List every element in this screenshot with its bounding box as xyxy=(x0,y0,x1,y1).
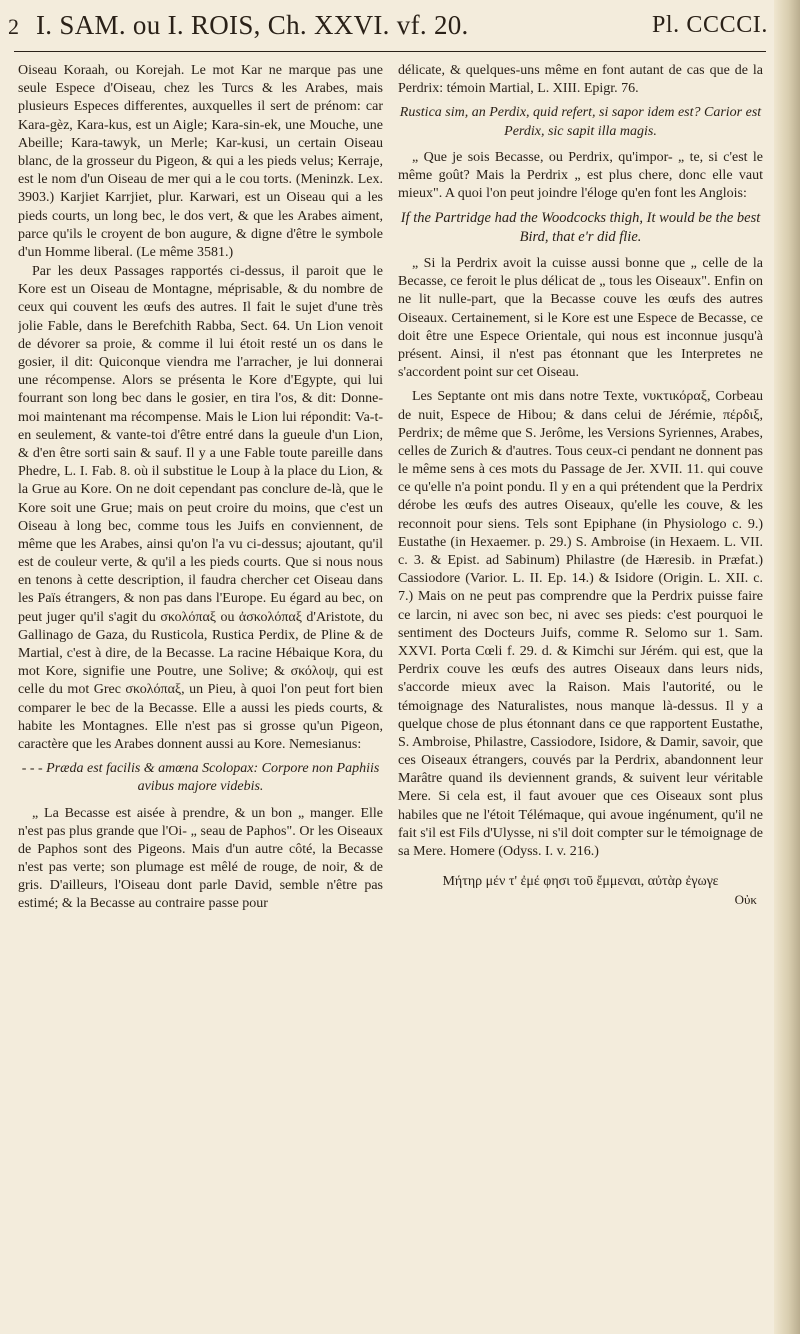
catchword: Οὐκ xyxy=(734,892,757,908)
page-number: 2 xyxy=(8,14,19,39)
right-column xyxy=(398,62,763,1320)
running-title: I. SAM. ou I. ROIS, Ch. XXVI. vf. 20. xyxy=(36,10,469,40)
paragraph: Les Septante ont mis dans notre Texte, νυκτικόραξ, Corbeau de nuit, Espece de Hibou; & dans celui de Jérémie, πέρδιξ, Perdrix; de même que S. Jerôme, les Versions Syriennes, Arabes, celles de Zurich & d'autres. Tous ceux-ci pendant ne donnent pas le même sens à ces mots du Passage de Jer. XVII. 11. qui couve ce qu'elle n'a point pondu. Il y en a qui prétendent que la Perdrix dérobe les œufs des autres Oiseaux, qu'elle les couve, & les reconnoit pour siens. Tels sont Epiphane (in Physiologo c. 9.) Eustathe (in Hexaemer. p. 29.) S. Ambroise (in Hexaem. L. VII. c. 3. & Epist. ad Sabinum) Philastre (de Hæresib. in Præfat.) Cassiodore (Varior. L. II. Ep. 14.) & Isidore (Origin. L. XII. c. 7.) Mais on ne peut pas comprendre que la Perdrix puisse faire ce larcin, ni avec son bec, ni avec ses pieds: c'est pourquoi le sentiment des Docteurs Juifs, comme R. Selomo sur 1. Sam. XXVI. Porta Cœli f. 29. d. & Kimchi sur Jérém. qui est, que la Perdrix couve les œufs des autres Oiseaux dans leurs nids, s'accorde mieux avec la Raison. Mais l'autorité, ou le témoignage des Naturalistes, nous manque là-dessus. Il y a quelque chose de plus étonnant dans ce que rapportent Eustathe, S. Ambroise, Philastre, Cassiodore, Isidore, & Damir, savoir, que ces Oiseaux étrangers, couvés par la Perdrix, abandonnent leur Marâtre quand ils deviennent grands, & suivent leur véritable Mere. Si cela est, il faut avouer que ces Oiseaux sont plus habiles que ne l'étoit Télémaque, qui avoue ingénument, qu'il ne fait s'il est Fils d'Ulysse, ni s'il doit compter sur le témoignage de sa Mere. Homere (Odyss. I. v. 216.) xyxy=(398,389,763,859)
latin-verse: - - - Præda est facilis & amœna Scolopax: Corpore non Paphiis avibus majore videbis. xyxy=(21,761,380,795)
greek-verse: Μήτηρ μέν τ' ἐμέ φησι τοῦ ἔμμεναι, αὐτὰρ ἐγωγε xyxy=(442,874,719,890)
paragraph: Par les deux Passages rapportés ci-dessus, il paroit que le Kore est un Oiseau de Montagne, méprisable, & du nombre de ceux qui couvent les œufs des autres. Il fait le sujet d'une très jolie Fable, dans le Berefchith Rabba, Sect. 64. Un Lion venoit de dévorer sa proie, & comme il lui étoit resté un os dans le gosier, il dit: Quiconque viendra me l'arracher, je lui donnerai une récompense. Alors se présenta le Kore d'Egypte, qui lui fourrant son long bec dans le gosier, en tira l'os, & dit: Donne-moi maintenant ma récompense. Mais le Lion lui répondit: Va-t-en seulement, & vante-toi d'être entré dans la gueule d'un Lion, & d'en être sorti sain & sauf. Il y a une Fable toute pareille dans Phedre, L. I. Fab. 8. où il substitue le Loup à la place du Lion, & la Grue au Kore. On ne doit cependant pas conclure de-là, que le Kore soit une Grue; mais on peut croire du moins, que c'est un Oiseau à long bec, comme tous les Juifs en conviennent, de même que les Arabes, ainsi qu'on l'a vu ci-dessus; ajoutant, qu'il est de couleur verte, & qu'il a les pieds courts. Que si nous nous en tenons à cette description, il faudra chercher cet Oiseau dans les Païs étrangers, & non pas dans l'Europe. Eu égard au bec, on peut juger qu'il s'agit du σκολόπαξ ou ἀσκολόπαξ d'Aristote, du Gallinago de Gaza, du Rusticola, Rustica Perdix, de Pline & de Martial, c'est à dire, de la Becasse. La racine Hébaique Kora, du mot Kore, signifie une Poutre, une Solive; & σκόλοψ, qui est celle du mot Grec σκολόπαξ, un Pieu, à quoi l'on peut fort bien comparer le bec de la Becasse. Elle a aussi les pieds courts, & habite les Montagnes. Elle n'est pas si grosse qu'un Pigeon, caractère que les Arabes donnent aussi au Kore. Nemesianus: xyxy=(18,264,383,752)
paragraph: Oiseau Koraah, ou Korejah. Le mot Kar ne marque pas une seule Espece d'Oiseau, chez les Turcs & les Arabes, mais plusieurs Especes differentes, auxquelles il sert de prénom: car Kara-gèz, Kara-kus, est un Aigle; Kara-sin-ek, une Mouche, une Abeille; Kara-tawyk, un Merle; Kar-kusi, un certain Oiseau blanc, de la grosseur du Pigeon, & qui a les pieds velus; Kerraje, est le nom d'un Oiseau de mer qui a le cou torts. (Meninzk. Lex. 3903.) Karjiet Karrjiet, plur. Karwari, est un Oiseau qui a les pieds courts, un long bec, le dos vert, & que les Arabes aiment, parce qu'ils le croyent de bon augure, & digne d'être le symbole d'un Homme liberal. (Le même 3581.) xyxy=(18,63,383,260)
book-spine-shadow xyxy=(774,0,800,1334)
english-verse: If the Partridge had the Woodcocks thigh, It would be the best Bird, that e'r did flie. xyxy=(400,210,761,246)
left-column xyxy=(18,62,383,1320)
latin-verse: Rustica sim, an Perdix, quid refert, si sapor idem est? Carior est Perdix, sic sapit illa magis. xyxy=(399,105,762,139)
paragraph: „ La Becasse est aisée à prendre, & un bon „ manger. Elle n'est pas plus grande que l'Oi- „ seau de Paphos". Or les Oiseaux de Paphos sont des Pigeons. Mais d'un autre côté, la Becasse n'est pas verte; son plumage est mêlé de rouge, de noir, & de gris. D'ailleurs, l'Oiseau dont parle David, semble n'être pas estimé; & la Becasse au contraire passe pour xyxy=(18,805,383,912)
paragraph: „ Si la Perdrix avoit la cuisse aussi bonne que „ celle de la Becasse, ce feroit le plus délicat de „ tous les Oiseaux". Enfin on ne lit nulle-part, que la Becasse couve les œufs des autres Oiseaux. Certainement, si le Kore est une Espece de Becasse, ce doit être une Espece Orientale, qui nous est inconnue jusqu'à présent. Ainsi, il n'est pas étonnant que les Interpretes ne s'accordent point sur cet Oiseau. xyxy=(398,256,763,381)
paragraph: „ Que je sois Becasse, ou Perdrix, qu'impor- „ te, si c'est le même goût? Mais la Perdrix „ est plus chere, donc elle vaut mieux". A quoi l'on peut joindre l'éloge qu'en font les Anglois: xyxy=(398,149,763,202)
paragraph: délicate, & quelques-uns même en font autant de cas que de la Perdrix: témoin Martial, L. XIII. Epigr. 76. xyxy=(398,63,763,97)
running-header xyxy=(8,10,772,50)
header-rule xyxy=(14,51,766,52)
plate-number: Pl. CCCCI. xyxy=(651,12,768,38)
